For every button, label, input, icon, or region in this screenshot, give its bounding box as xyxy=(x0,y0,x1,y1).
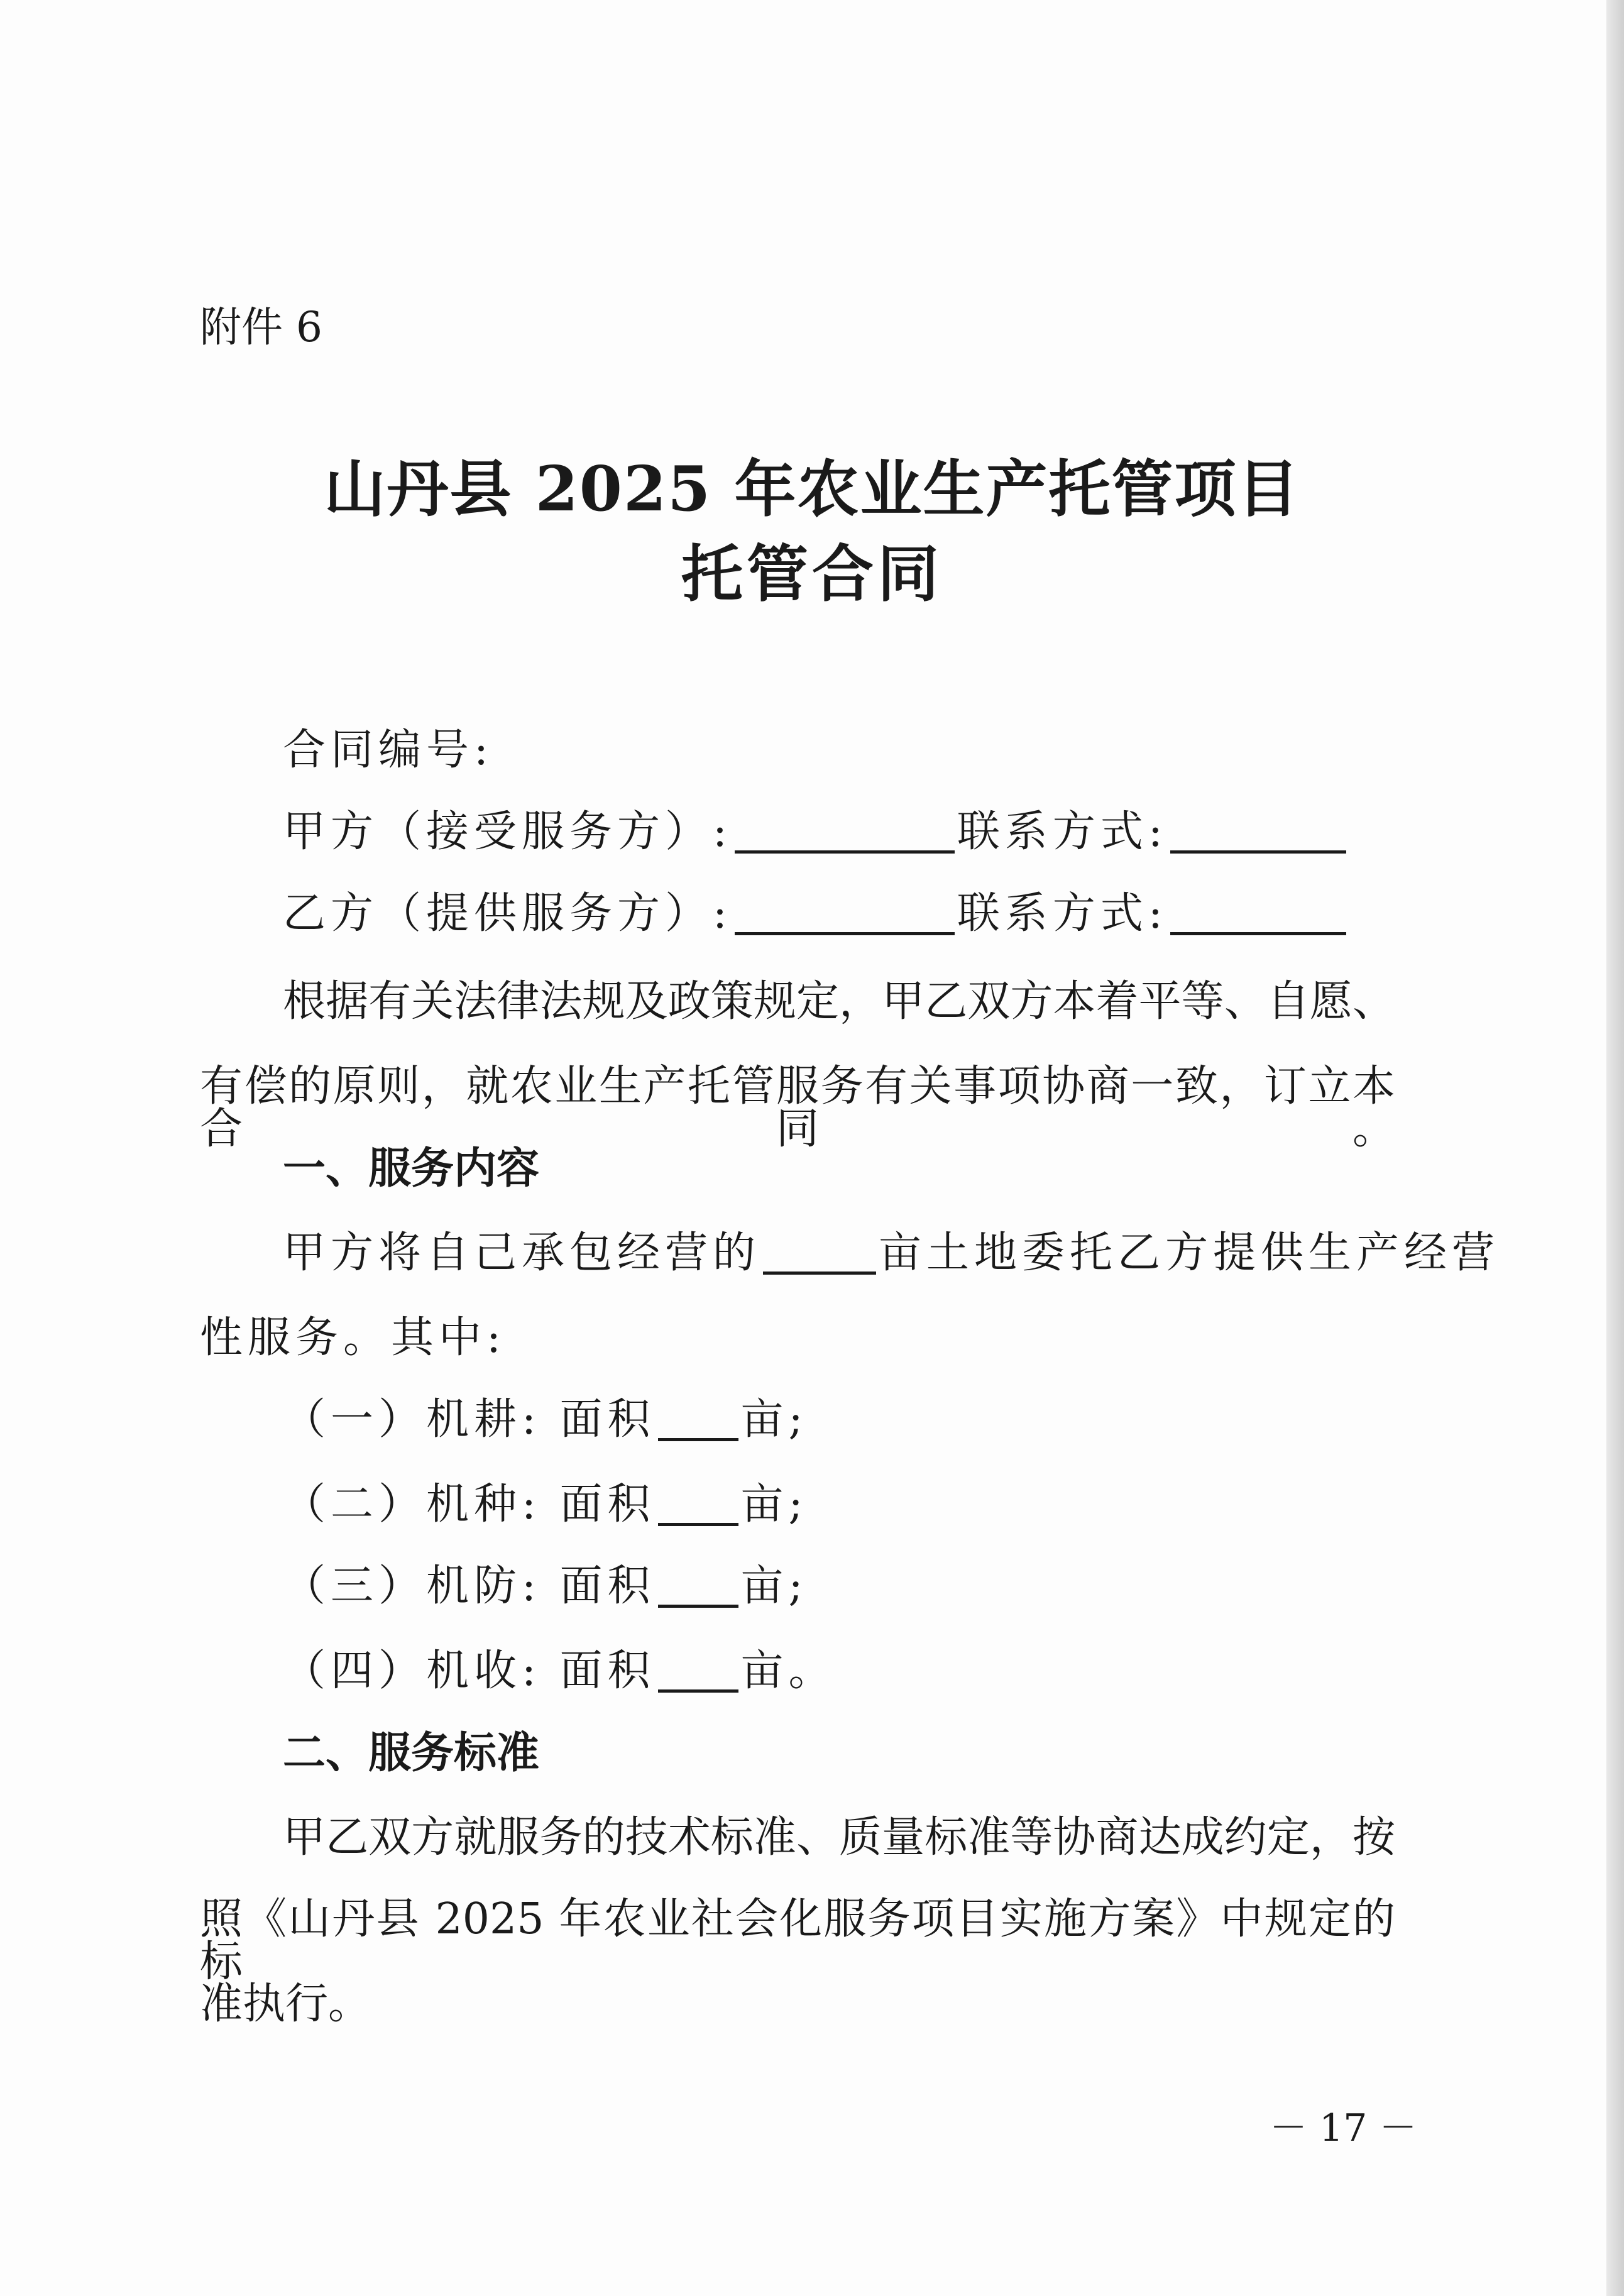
page-number: － 17 － xyxy=(1270,2106,1417,2150)
item-protection-label: （三）机防: 面积 xyxy=(283,1561,656,1611)
item-harvest xyxy=(283,1646,837,1696)
section1-para-part2: 亩土地委托乙方提供生产经营 xyxy=(879,1228,1500,1278)
party-b-row xyxy=(283,889,1349,938)
item-plowing xyxy=(283,1395,808,1444)
item-harvest-label: （四）机收: 面积 xyxy=(283,1646,656,1696)
page-edge-shadow xyxy=(1606,0,1624,2296)
section1-heading: 一、服务内容 xyxy=(283,1143,540,1194)
party-a-contact-blank xyxy=(1170,811,1346,854)
item-protection-blank xyxy=(658,1566,738,1608)
section2-para-line1: 甲乙双方就服务的技术标准、质量标准等协商达成约定，按 xyxy=(283,1813,1395,1862)
item-harvest-unit: 亩。 xyxy=(740,1646,837,1696)
item-plowing-unit: 亩; xyxy=(740,1395,808,1444)
item-harvest-blank xyxy=(658,1651,738,1693)
party-b-label: 乙方（提供服务方）: xyxy=(283,889,732,938)
item-plowing-label: （一）机耕: 面积 xyxy=(283,1395,656,1444)
attachment-label: 附件 6 xyxy=(200,303,322,351)
contract-number-label: 合同编号: xyxy=(283,725,493,775)
land-area-blank xyxy=(763,1233,876,1275)
item-sowing-unit: 亩; xyxy=(740,1480,808,1529)
section1-para-line1 xyxy=(283,1228,1500,1278)
party-b-contact-blank xyxy=(1170,893,1346,935)
party-a-row xyxy=(283,807,1349,857)
item-protection xyxy=(283,1561,808,1611)
intro-line2: 有偿的原则，就农业生产托管服务有关事项协商一致，订立本合同。 xyxy=(200,1062,1395,1154)
party-a-blank xyxy=(735,811,955,854)
item-protection-unit: 亩; xyxy=(740,1561,808,1611)
section1-para-line2: 性服务。其中: xyxy=(200,1313,506,1363)
intro-line1: 根据有关法律法规及政策规定，甲乙双方本着平等、自愿、 xyxy=(283,977,1395,1026)
party-b-blank xyxy=(735,893,955,935)
section2-heading: 二、服务标准 xyxy=(283,1728,540,1778)
document-title-line2: 托管合同 xyxy=(681,538,943,610)
party-b-contact-label: 联系方式: xyxy=(957,889,1168,938)
section2-para-line2: 照《山丹县 2025 年农业社会化服务项目实施方案》中规定的标 xyxy=(200,1894,1395,1987)
item-sowing xyxy=(283,1480,808,1529)
party-a-label: 甲方（接受服务方）: xyxy=(283,807,732,857)
item-sowing-blank xyxy=(658,1484,738,1526)
document-title-line1: 山丹县 2025 年农业生产托管项目 xyxy=(324,453,1300,525)
party-a-contact-label: 联系方式: xyxy=(957,807,1168,857)
item-sowing-label: （二）机种: 面积 xyxy=(283,1480,656,1529)
section2-para-line3: 准执行。 xyxy=(200,1979,371,2029)
item-plowing-blank xyxy=(658,1399,738,1441)
section1-para-part1: 甲方将自己承包经营的 xyxy=(283,1228,761,1278)
